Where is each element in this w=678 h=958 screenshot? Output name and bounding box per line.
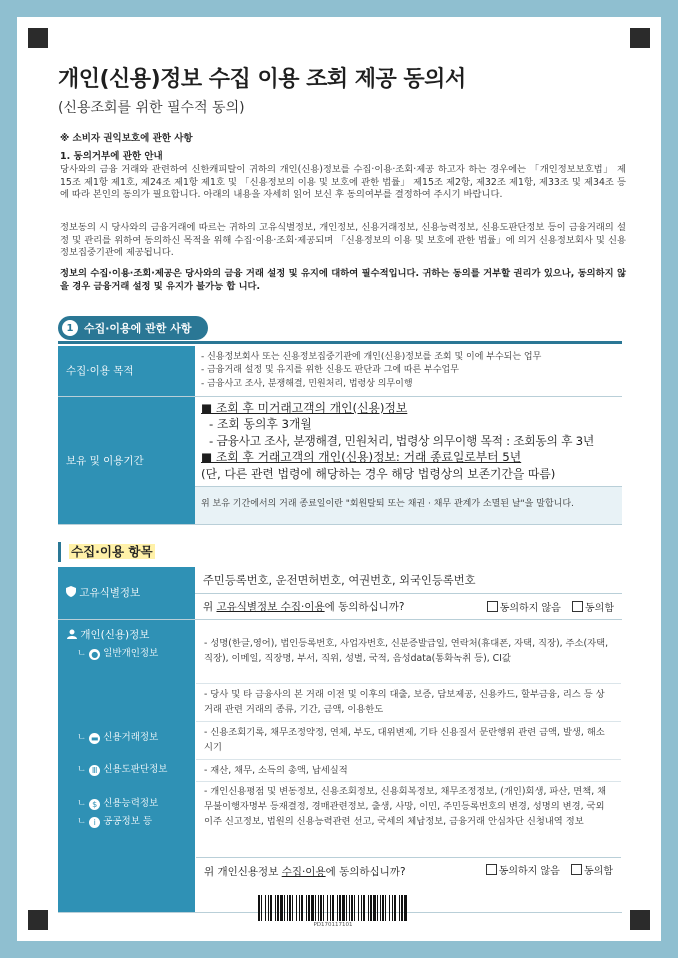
public-info-text: - 개인신용평점 및 변동정보, 신용조회정보, 신용회복정보, 채무조정정보, (개인)회생, 파산, 면책, 채무불이행자명부 등재결정, 경매관련정보, 출생, 사망, 이민, 주민등록번호의 변경, 성명의 변경, 국외이주 신고정보, 법원의 신용능력관련 선고, 국세의 체납정보, 금융거래 안심차단 신청내역 정보 <box>204 785 607 827</box>
personal-label: 개인(신용)정보 <box>67 627 149 642</box>
agree-label: 동의함 <box>585 602 614 614</box>
disagree-checkbox[interactable] <box>487 601 498 612</box>
purpose-cell <box>195 346 622 396</box>
credit-card-icon: ▬ <box>90 733 99 743</box>
question-suffix: 에 동의하십니까? <box>324 600 405 613</box>
section-badge-label: 수집·이용에 관한 사항 <box>84 322 192 335</box>
sub-public-info: ㄴ i 공공정보 등 <box>77 815 153 827</box>
personal-consent-row <box>196 862 621 882</box>
retention-cell <box>195 396 622 486</box>
money-icon: $ <box>89 799 100 810</box>
registration-mark <box>630 910 650 930</box>
retention-head-1: ■ 조회 후 미거래고객의 개인(신용)정보 <box>201 400 408 415</box>
document-subtitle: (신용조회를 위한 필수적 동의) <box>58 100 245 116</box>
retention-line-3: (단, 다른 관련 법령에 해당하는 경우 해당 법령상의 보존기간을 따름) <box>201 466 556 481</box>
retention-head-2: ■ 조회 후 거래고객의 개인(신용)정보: 거래 종료일로부터 5년 <box>201 450 522 465</box>
agree-checkbox[interactable] <box>572 601 583 612</box>
items-section-heading <box>58 542 155 562</box>
notice-paragraph-1: 당사와의 금융 거래와 관련하여 신한캐피탈이 귀하의 개인(신용)정보를 수집·이용·조회·제공 하고자 하는 경우에는 「개인정보보호법」 제15조 제1항 제1호, 제24조 제1항 제1호 및 「신용정보의 이용 및 보호에 관한 법률」 제15조 제2항, 제32조 제1항, 제33조 및 제34조 등에 따라 본인의 동의가 필요합니다. 아래의 내용을 자세히 읽어 보신 후 동의여부를 결정하여 주시기 바랍니다. <box>60 164 626 201</box>
section-badge <box>58 316 208 340</box>
dot-icon: ● <box>89 649 100 660</box>
sub-credit-judgement: ㄴ Ⅲ 신용도판단정보 <box>77 763 168 775</box>
unique-id-consent-row <box>195 593 622 619</box>
credit-ability-text: - 재산, 채무, 소득의 총액, 납세실적 <box>204 764 348 776</box>
notice-heading: ※ 소비자 권익보호에 관한 사항 <box>60 133 193 144</box>
agree-label: 동의함 <box>584 865 613 877</box>
personal-label-cell <box>58 619 195 912</box>
shield-icon <box>66 587 79 599</box>
items-table <box>58 567 622 913</box>
retention-line-1: - 조회 동의후 3개월 <box>209 417 312 432</box>
notice-paragraph-2: 정보동의 시 당사와의 금융거래에 따르는 귀하의 고유식별정보, 개인정보, 신용거래정보, 신용능력정보, 신용도판단정보 등이 금융거래의 설정 및 관리를 위하여 동의하신 목적을 위해 수집·이용·조회·제공되며 「신용정보의 이용 및 보호에 관한 법률」에 의거 신용정보회사 및 신용정보집중기관에 제공됩니다. <box>60 222 626 259</box>
disagree-label: 동의하지 않음 <box>499 602 561 614</box>
document-title: 개인(신용)정보 수집 이용 조회 제공 동의서 <box>58 67 466 92</box>
retention-line-2: - 금융사고 조사, 분쟁해결, 민원처리, 법령상 의무이행 목적 : 조회동의 후 3년 <box>209 433 594 448</box>
retention-label: 보유 및 이용기간 <box>58 396 195 524</box>
question-underlined: 수집·이용 <box>281 865 326 878</box>
disagree-checkbox[interactable] <box>486 864 497 875</box>
agree-checkbox[interactable] <box>571 864 582 875</box>
purpose-item: - 금융거래 설정 및 유지를 위한 신용도 판단과 그에 따른 부수업무 <box>201 365 459 375</box>
question-underlined: 고유식별정보 수집·이용 <box>216 600 325 613</box>
rating-icon: Ⅲ <box>89 765 100 776</box>
notice-paragraph-3: 정보의 수집·이용·조회·제공은 당사와의 금융 거래 설정 및 유지에 대하여 필수적입니다. 귀하는 동의를 거부할 권리가 있으나, 동의하지 않을 경우 금융거래 설정 및 유지가 불가능 합 니다. <box>60 268 626 292</box>
registration-mark <box>28 28 48 48</box>
credit-judgement-text: - 신용조회기록, 채무조정약정, 연체, 부도, 대위변제, 기타 신용질서 문란행위 관련 금액, 발생, 해소시기 <box>204 726 605 753</box>
info-icon: i <box>89 817 100 828</box>
personal-content-cell <box>195 619 622 912</box>
items-section-label: 수집·이용 항목 <box>71 544 153 559</box>
consent-options <box>478 862 613 882</box>
question-prefix: 위 <box>203 600 217 613</box>
usage-table <box>58 346 622 525</box>
refusal-heading: 1. 동의거부에 관한 안내 <box>60 151 163 162</box>
sub-credit-ability: ㄴ $ 신용능력정보 <box>77 797 159 809</box>
barcode <box>258 895 408 921</box>
section-number: 1 <box>62 320 78 336</box>
question-prefix: 위 개인신용정보 <box>204 865 282 878</box>
section-divider <box>58 341 622 344</box>
registration-mark <box>28 910 48 930</box>
sub-credit-transaction: ㄴ ▬ 신용거래정보 <box>77 731 159 743</box>
unique-id-label-cell <box>58 567 195 619</box>
sub-general: ㄴ ● 일반개인정보 <box>77 647 159 659</box>
retention-note: 위 보유 기간에서의 거래 종료일이란 "회원탈퇴 또는 채권 · 채무 관계가 소멸된 날"을 말합니다. <box>195 486 622 524</box>
registration-mark <box>630 28 650 48</box>
purpose-item: - 금융사고 조사, 분쟁해결, 민원처리, 법령상 의무이행 <box>201 378 413 389</box>
general-info-text: - 성명(한글,영어), 법인등록번호, 사업자번호, 신분증발급일, 연락처(휴대폰, 자택, 직장), 주소(자택,직장), 이메일, 직장명, 부서, 직위, 성별, 국적, 음성data(통화녹취 등), CI값 <box>204 637 609 664</box>
question-suffix: 에 동의하십니까? <box>325 865 406 878</box>
unique-id-label: 고유식별정보 <box>79 587 141 600</box>
barcode-number: PD170117101 <box>313 922 353 928</box>
consent-options <box>479 599 614 614</box>
person-icon <box>67 629 80 641</box>
purpose-item: - 신용정보회사 또는 신용정보집중기관에 개인(신용)정보를 조회 및 이에 부수되는 업무 <box>201 351 542 362</box>
disagree-label: 동의하지 않음 <box>498 865 560 877</box>
purpose-label: 수집·이용 목적 <box>58 346 195 396</box>
credit-transaction-text: - 당사 및 타 금융사의 본 거래 이전 및 이후의 대출, 보증, 담보제공, 신용카드, 할부금융, 리스 등 상거래 관련 거래의 종류, 기간, 금액, 이용한도 <box>204 688 605 715</box>
unique-id-items: 주민등록번호, 운전면허번호, 여권번호, 외국인등록번호 <box>195 567 622 593</box>
